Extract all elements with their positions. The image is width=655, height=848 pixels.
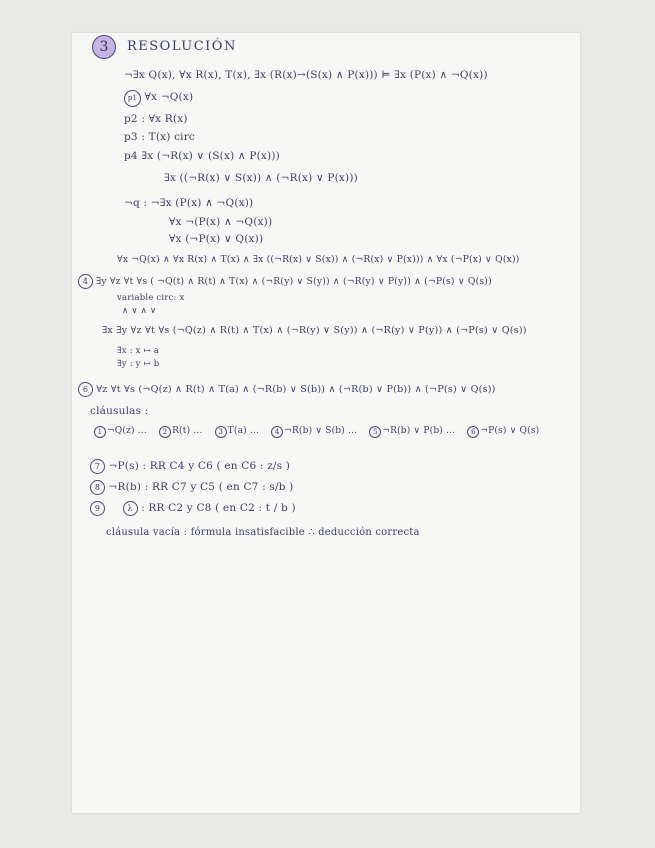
p4-cnf-line: ∃x ((¬R(x) ∨ S(x)) ∧ (¬R(x) ∨ P(x))) (164, 172, 358, 184)
step4-row (78, 274, 492, 289)
resolution-step-9 (90, 501, 296, 516)
free-variable-note: variable circ: x (117, 293, 185, 303)
step6-formula: ∀z ∀t ∀s (¬Q(z) ∧ R(t) ∧ T(a) ∧ (¬R(b) ∨ S(b)) ∧ (¬R(b) ∨ P(b)) ∧ (¬P(s) ∨ Q(s)) (96, 384, 496, 395)
p1-row (124, 90, 193, 107)
step7-marker: 7 (90, 459, 105, 474)
step9-text: : RR C2 y C8 ( en C2 : t / b ) (141, 502, 296, 514)
clauses-heading: cláusulas : (90, 405, 149, 417)
clause-4: ¬R(b) ∨ S(b) ... (284, 426, 358, 436)
neg-q-cnf-line: ∀x (¬P(x) ∨ Q(x)) (169, 233, 264, 245)
step4-marker: 4 (78, 274, 93, 289)
conclusion-line: cláusula vacía : fórmula insatisfacible ∴ deducción correcta (106, 527, 420, 538)
clause-3-marker: 3 (215, 426, 227, 438)
skolem-x-line: ∃x : x ↦ a (117, 346, 160, 356)
step6-marker: 6 (78, 382, 93, 397)
skolem-y-line: ∃y : y ↦ b (117, 359, 160, 369)
resolution-step-8 (90, 480, 293, 495)
clause-1: ¬Q(z) ... (107, 426, 147, 436)
clause-4-marker: 4 (271, 426, 283, 438)
p1-marker: p1 (124, 90, 141, 107)
p1-formula: ∀x ¬Q(x) (144, 91, 194, 103)
neg-q-step-line: ∀x ¬(P(x) ∧ ¬Q(x)) (169, 216, 273, 228)
page-title: RESOLUCIÓN (127, 39, 237, 54)
clauses-row (94, 426, 539, 438)
step8-marker: 8 (90, 480, 105, 495)
clause-5: ¬R(b) ∨ P(b) ... (382, 426, 456, 436)
clause-2: R(t) ... (172, 426, 203, 436)
clause-3: T(a) ... (227, 426, 260, 436)
clause-1-marker: 1 (94, 426, 106, 438)
step8-text: ¬R(b) : RR C7 y C5 ( en C7 : s/b ) (108, 481, 294, 493)
step4-formula: ∃y ∀z ∀t ∀s ( ¬Q(t) ∧ R(t) ∧ T(x) ∧ (¬R(y) ∨ S(y)) ∧ (¬R(y) ∨ P(y)) ∧ (¬P(s) ∨ Q(s)) (96, 276, 492, 287)
p3-line: p3 : T(x) circ (124, 131, 196, 143)
empty-clause-marker: λ (123, 501, 138, 516)
conjunction-line: ∀x ¬Q(x) ∧ ∀x R(x) ∧ T(x) ∧ ∃x ((¬R(x) ∨ S(x)) ∧ (¬R(x) ∨ P(x))) ∧ ∀x (¬P(x) ∨ Q(x)) (117, 254, 520, 265)
clause-6-marker: 6 (467, 426, 479, 438)
resolution-step-7 (90, 459, 290, 474)
neg-q-line: ¬q : ¬∃x (P(x) ∧ ¬Q(x)) (124, 197, 254, 209)
clause-6: ¬P(s) ∨ Q(s) (480, 426, 540, 436)
exercise-number-badge: 3 (92, 35, 116, 59)
clause-2-marker: 2 (159, 426, 171, 438)
step9-marker: 9 (90, 501, 105, 516)
step5-formula: ∃x ∃y ∀z ∀t ∀s (¬Q(z) ∧ R(t) ∧ T(x) ∧ (¬R(y) ∨ S(y)) ∧ (¬R(y) ∨ P(y)) ∧ (¬P(s) ∨ Q(s)) (102, 325, 527, 336)
premises-line: ¬∃x Q(x), ∀x R(x), T(x), ∃x (R(x)→(S(x) ∧ P(x))) ⊨ ∃x (P(x) ∧ ¬Q(x)) (124, 69, 488, 81)
step7-text: ¬P(s) : RR C4 y C6 ( en C6 : z/s ) (108, 460, 291, 472)
step6-row (78, 382, 496, 397)
paper-sheet (72, 33, 580, 813)
quantifier-note: ∧ ∨ ∧ ∨ (122, 306, 157, 316)
p2-line: p2 : ∀x R(x) (124, 113, 188, 125)
p4-line: p4 ∃x (¬R(x) ∨ (S(x) ∧ P(x))) (124, 150, 280, 162)
clause-5-marker: 5 (369, 426, 381, 438)
